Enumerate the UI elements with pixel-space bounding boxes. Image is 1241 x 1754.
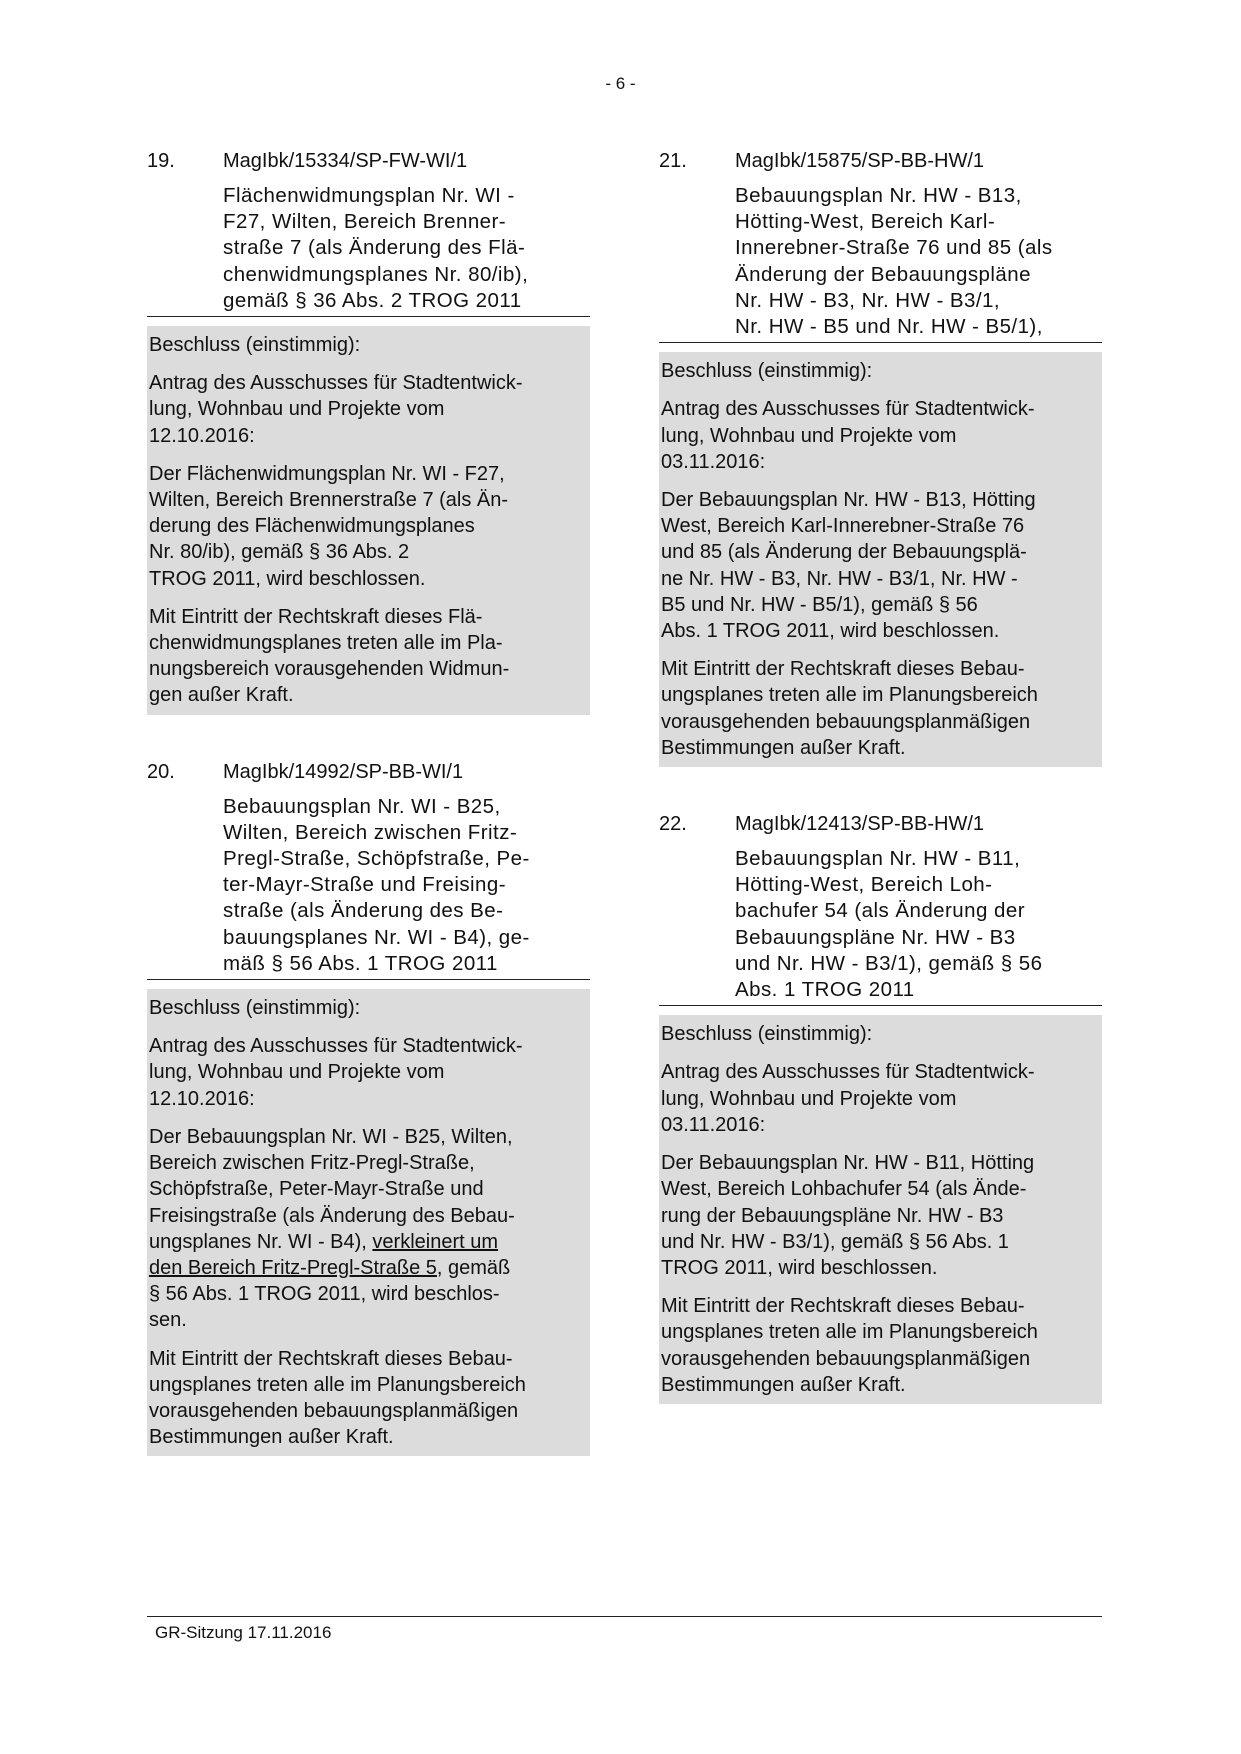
resolution-text-start: Der Bebauungsplan Nr. WI - B25, Wilten, Bereich zwischen Fritz-Pregl-Straße, Schöpfstraße, Peter-Mayr-Straße und Freisingstraße (als Änderung des Bebau- ungsplanes Nr. WI - B4), bbox=[149, 1125, 515, 1253]
divider bbox=[147, 979, 590, 980]
motion-text: Antrag des Ausschusses für Stadtentwick- lung, Wohnbau und Projekte vom 12.10.2016: bbox=[149, 372, 523, 447]
decision-label: Beschluss (einstimmig): bbox=[149, 997, 361, 1020]
item-title: Bebauungsplan Nr. HW - B11, Hötting-West, Bereich Loh- bachufer 54 (als Änderung der Bebauungspläne Nr. HW - B3 und Nr. HW - B3/1), gemäß § 56 Abs. 1 TROG 2011 bbox=[735, 847, 1043, 1002]
item-header bbox=[659, 148, 1102, 174]
item-reference-code: MagIbk/14992/SP-BB-WI/1 bbox=[223, 760, 464, 783]
item-title: Bebauungsplan Nr. WI - B25, Wilten, Bereich zwischen Fritz- Pregl-Straße, Schöpfstraße, Pe- ter-Mayr-Straße und Freising- straße (als Änderung des Be- bauungsplanes Nr. WI - B4), ge- mäß § 56 Abs. 1 TROG 2011 bbox=[223, 794, 530, 975]
item-header bbox=[659, 811, 1102, 837]
item-number: 22. bbox=[659, 813, 687, 836]
left-column bbox=[147, 148, 590, 1500]
decision-box bbox=[659, 1015, 1102, 1404]
effect-text: Mit Eintritt der Rechtskraft dieses Bebau- ungsplanes treten alle im Planungsbereich vorausgehenden bebauungsplanmäßigen Bestimmungen außer Kraft. bbox=[661, 1295, 1038, 1396]
item-title: Bebauungsplan Nr. HW - B13, Hötting-West, Bereich Karl- Innerebner-Straße 76 und 85 (als Änderung der Bebauungspläne Nr. HW - B3, Nr. HW - B3/1, Nr. HW - B5 und Nr. HW - B5/1), bbox=[735, 184, 1053, 339]
item-title: Flächenwidmungsplan Nr. WI - F27, Wilten, Bereich Brenner- straße 7 (als Änderung des Flä- chenwidmungsplanes Nr. 80/ib), gemäß § 36 Abs. 2 TROG 2011 bbox=[223, 184, 529, 312]
motion-text: Antrag des Ausschusses für Stadtentwick- lung, Wohnbau und Projekte vom 03.11.2016: bbox=[661, 1061, 1035, 1136]
decision-box bbox=[147, 989, 590, 1456]
decision-box bbox=[147, 326, 590, 715]
effect-text: Mit Eintritt der Rechtskraft dieses Flä- chenwidmungsplanes treten alle im Pla- nungsbereich vorausgehenden Widmun- gen außer Kraft. bbox=[149, 605, 510, 707]
effect-text: Mit Eintritt der Rechtskraft dieses Bebau- ungsplanes treten alle im Planungsbereich vorausgehenden bebauungsplanmäßigen Bestimmungen außer Kraft. bbox=[661, 658, 1038, 759]
decision-label: Beschluss (einstimmig): bbox=[661, 360, 873, 383]
item-reference-code: MagIbk/12413/SP-BB-HW/1 bbox=[735, 813, 984, 836]
agenda-item-19 bbox=[147, 148, 590, 715]
footer-session-date: GR-Sitzung 17.11.2016 bbox=[155, 1623, 332, 1642]
item-number: 20. bbox=[147, 760, 175, 783]
agenda-item-22 bbox=[659, 811, 1102, 1404]
decision-box bbox=[659, 352, 1102, 767]
resolution-text bbox=[149, 1124, 586, 1334]
item-header bbox=[147, 148, 590, 174]
agenda-item-21 bbox=[659, 148, 1102, 767]
resolution-text: Der Bebauungsplan Nr. HW - B11, Hötting West, Bereich Lohbachufer 54 (als Ände- rung der Bebauungspläne Nr. HW - B3 und Nr. HW - B3/1), gemäß § 56 Abs. 1 TROG 2011, wird beschlossen. bbox=[661, 1152, 1035, 1279]
motion-text: Antrag des Ausschusses für Stadtentwick- lung, Wohnbau und Projekte vom 12.10.2016: bbox=[149, 1035, 523, 1110]
resolution-amendment-underlined: verkleinert um den Bereich Fritz-Pregl-Straße 5 bbox=[149, 1230, 499, 1279]
footer-divider bbox=[147, 1616, 1102, 1617]
resolution-text: Der Bebauungsplan Nr. HW - B13, Hötting West, Bereich Karl-Innerebner-Straße 76 und 85 (als Änderung der Bebauungsplä- ne Nr. HW - B3, Nr. HW - B3/1, Nr. HW - B5 und Nr. HW - B5/1), gemäß § 56 Abs. 1 TROG 2011, wird beschlossen. bbox=[661, 489, 1036, 643]
page-number: - 6 - bbox=[605, 74, 636, 93]
item-number: 21. bbox=[659, 150, 687, 172]
divider bbox=[659, 1005, 1102, 1006]
motion-text: Antrag des Ausschusses für Stadtentwick- lung, Wohnbau und Projekte vom 03.11.2016: bbox=[661, 398, 1035, 473]
agenda-item-20 bbox=[147, 759, 590, 1457]
item-reference-code: MagIbk/15334/SP-FW-WI/1 bbox=[223, 150, 468, 172]
decision-label: Beschluss (einstimmig): bbox=[149, 334, 361, 357]
resolution-text-end: , gemäß § 56 Abs. 1 TROG 2011, wird beschlos- sen. bbox=[149, 1256, 511, 1332]
decision-label: Beschluss (einstimmig): bbox=[661, 1023, 873, 1046]
divider bbox=[147, 316, 590, 317]
item-header bbox=[147, 759, 590, 785]
resolution-text: Der Flächenwidmungsplan Nr. WI - F27, Wilten, Bereich Brennerstraße 7 (als Än- derung des Flächenwidmungsplanes Nr. 80/ib), gemäß § 36 Abs. 2 TROG 2011, wird beschlossen. bbox=[149, 462, 509, 590]
right-column bbox=[659, 148, 1102, 1448]
effect-text: Mit Eintritt der Rechtskraft dieses Bebau- ungsplanes treten alle im Planungsbereich vorausgehenden bebauungsplanmäßigen Bestimmungen außer Kraft. bbox=[149, 1347, 526, 1449]
item-reference-code: MagIbk/15875/SP-BB-HW/1 bbox=[735, 150, 984, 172]
item-number: 19. bbox=[147, 150, 175, 172]
divider bbox=[659, 342, 1102, 343]
